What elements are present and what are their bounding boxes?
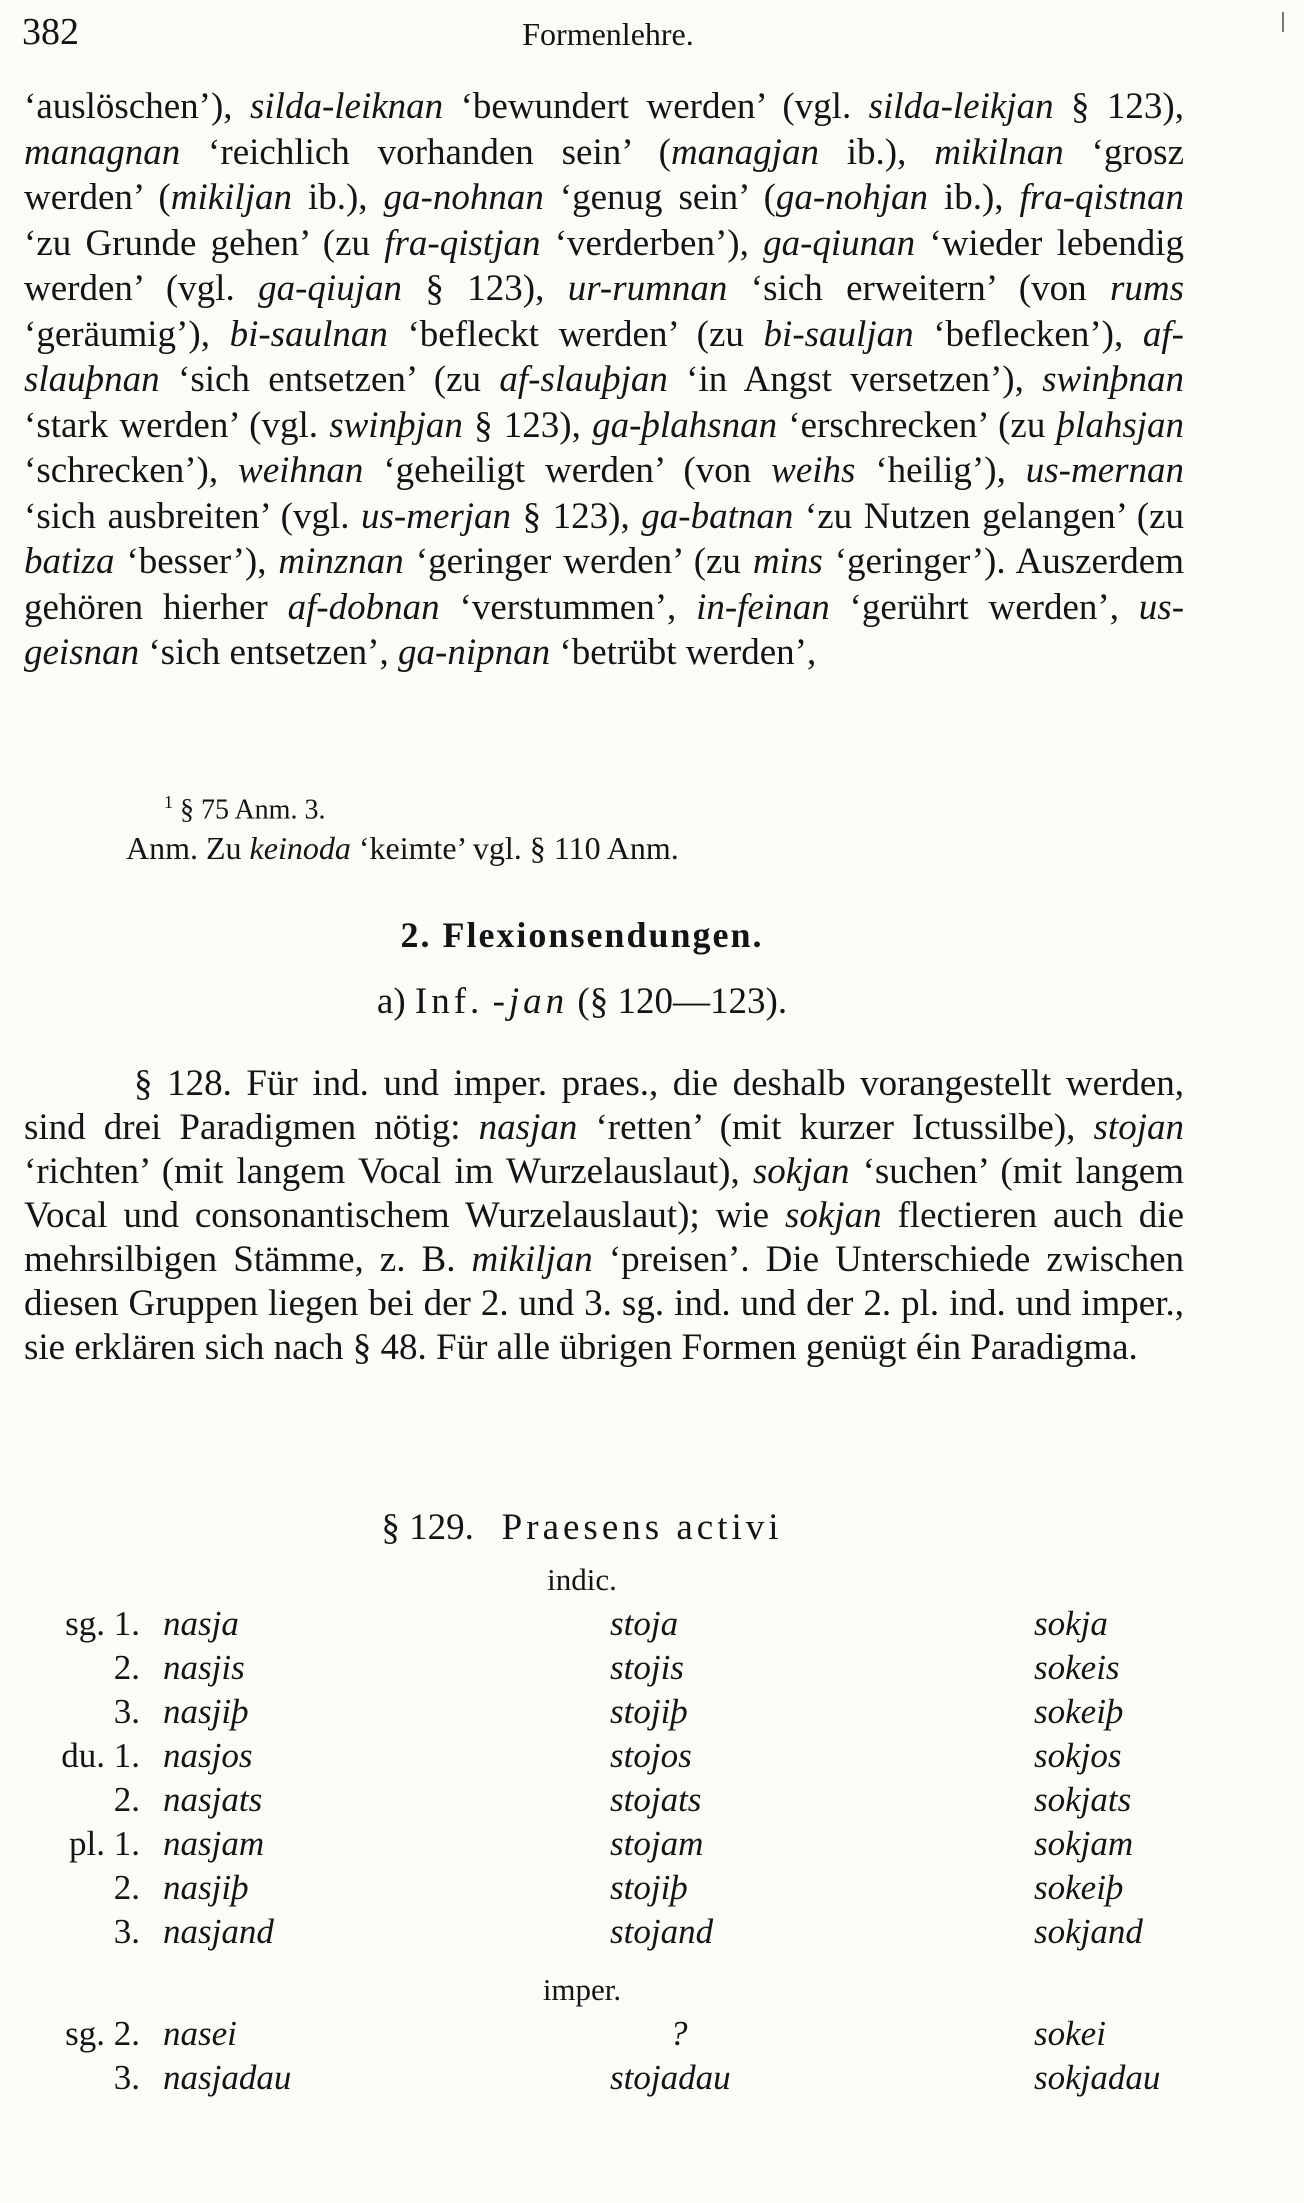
page-header <box>22 10 1234 60</box>
subsection-heading: a) Inf. -jan (§ 120—123). <box>376 981 788 1022</box>
paragraph-128: § 128. Für ind. und imper. praes., die deshalb vorangestellt werden, sind drei Paradigmen nötig: nasjan ‘retten’ (mit kurzer Ictussilbe), stojan ‘richten’ (mit langem Vocal im Wurzelauslaut), sokjan ‘suchen’ (mit langem Vocal und consonantischem Wurzelauslaut); wie sokjan flectieren auch die mehrsilbigen Stämme, z. B. mikiljan ‘preisen’. Die Unterschiede zwischen diesen Gruppen liegen bei der 2. und 3. sg. ind. und der 2. pl. ind. und imper., sie erklären sich nach § 48. Für alle übrigen Formen genügt éin Paradigma. <box>24 1063 1185 1368</box>
paradigm-row: pl. 1. nasjam stojam sokjam <box>69 1824 1134 1863</box>
section-129-heading: § 129. Praesens activi <box>381 1507 783 1548</box>
paradigm-row: 3. nasjiþ stojiþ sokeiþ <box>113 1692 1124 1731</box>
paradigm-row: 2. nasjis stojis sokeis <box>113 1648 1120 1687</box>
paradigm-row: 3. nasjand stojand sokjand <box>113 1912 1143 1951</box>
paradigm-row: du. 1. nasjos stojos sokjos <box>61 1736 1122 1775</box>
paradigm-row: 2. nasjats stojats sokjats <box>113 1780 1132 1819</box>
imper-label: imper. <box>542 1972 622 2007</box>
body-paragraph: ‘auslöschen’), silda-leiknan ‘bewundert werden’ (vgl. silda-leikjan § 123), managnan ‘reichlich vorhanden sein’ (managjan ib.), mikilnan ‘grosz werden’ (mikiljan ib.), ga-nohnan ‘genug sein’ (ga-nohjan ib.), fra-qistnan ‘zu Grunde gehen’ (zu fra-qistjan ‘verderben’), ga-qiunan ‘wieder lebendig werden’ (vgl. ga-qiujan § 123), ur-rumnan ‘sich erweitern’ (von rums ‘geräumig’), bi-saulnan ‘befleckt werden’ (zu bi-sauljan ‘beflecken’), af-slauþnan ‘sich entsetzen’ (zu af-slauþjan ‘in Angst versetzen’), swinþnan ‘stark werden’ (vgl. swinþjan § 123), ga-þlahsnan ‘erschrecken’ (zu þlahsjan ‘schrecken’), weihnan ‘geheiligt werden’ (von weihs ‘heilig’), us-mernan ‘sich ausbreiten’ (vgl. us-merjan § 123), ga-batnan ‘zu Nutzen gelangen’ (zu batiza ‘besser’), minznan ‘geringer werden’ (zu mins ‘geringer’). Auszerdem gehören hierher af-dobnan ‘verstummen’, in-feinan ‘gerührt werden’, us-geisnan ‘sich entsetzen’, ga-nipnan ‘betrübt werden’, <box>24 86 1185 673</box>
page-number: 382 <box>22 11 79 53</box>
paradigm-row: sg. 2. nasei ? sokei <box>65 2014 1106 2053</box>
annotation-note: Anm. Zu keinoda ‘keimte’ vgl. § 110 Anm. <box>126 830 679 866</box>
footnote-marker: 1 <box>164 792 173 812</box>
paradigm-row: 2. nasjiþ stojiþ sokeiþ <box>113 1868 1124 1907</box>
paradigm-row: 3. nasjadau stojadau sokjadau <box>113 2058 1161 2097</box>
paradigm-row: sg. 1. nasja stoja sokja <box>65 1604 1108 1643</box>
footnote-text: § 75 Anm. 3. <box>180 794 326 826</box>
running-title: Formenlehre. <box>522 16 694 52</box>
footnote <box>164 792 325 826</box>
indic-label: indic. <box>547 1562 617 1597</box>
page-edge-mark <box>1282 12 1284 32</box>
section-heading: 2. Flexionsendungen. <box>400 915 764 955</box>
